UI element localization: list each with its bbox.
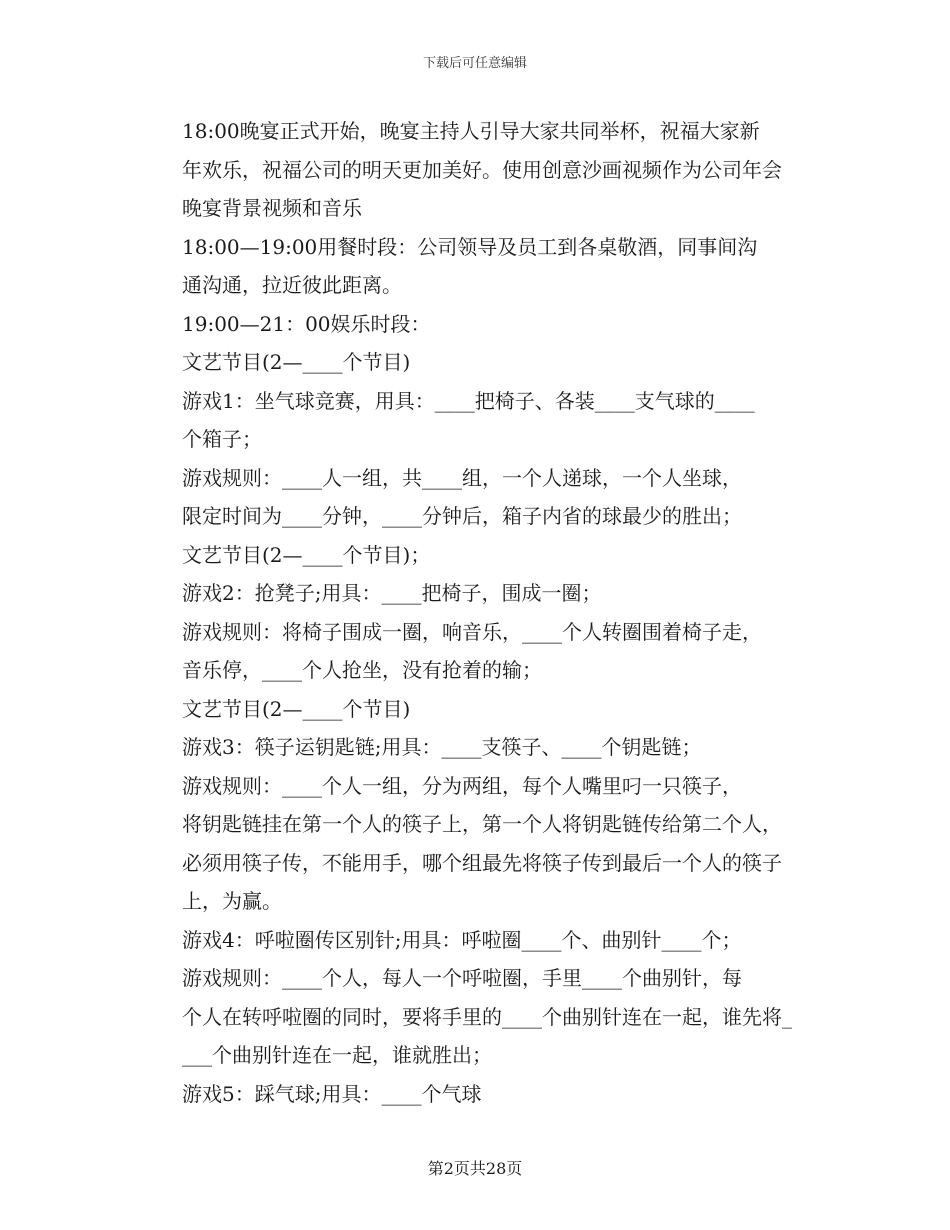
paragraph-game-1 (142, 382, 814, 459)
text-line: 游戏4：呼啦圈传区别针;用具：呼啦圈____个、曲别针____个； (182, 927, 742, 952)
paragraph-game-2 (142, 574, 814, 613)
text-line: 个人在转呼啦圈的同时，要将手里的____个曲别针连在一起，谁先将_ (182, 1004, 792, 1029)
text-line: 必须用筷子传，不能用手，哪个组最先将筷子传到最后一个人的筷子 (182, 850, 782, 875)
text-line: 18:00—19:00用餐时段：公司领导及员工到各桌敬酒，同事间沟 (182, 234, 758, 259)
text-line: 上，为赢。 (182, 889, 282, 913)
text-line: ___个曲别针连在一起，谁就胜出； (182, 1043, 492, 1067)
page-footer: 第2页共28页 (427, 1159, 523, 1178)
text-line: 游戏5：踩气球;用具：____个气球 (182, 1081, 482, 1106)
paragraph-game-2-rules (142, 613, 814, 690)
text-line: 游戏规则：____人一组，共____组，一个人递球，一个人坐球， (182, 465, 742, 490)
text-line: 年欢乐，祝福公司的明天更加美好。使用创意沙画视频作为公司年会 (182, 157, 782, 182)
text-line: 游戏规则：____个人，每人一个呼啦圈，手里____个曲别针，每 (182, 966, 742, 990)
paragraph-game-3 (142, 728, 814, 767)
text-line: 文艺节目(2—____个节目) (182, 350, 411, 374)
paragraph-performance-2 (142, 536, 814, 575)
text-line: 游戏1：坐气球竞赛，用具：____把椅子、各装____支气球的____ (182, 388, 755, 413)
text-line: 将钥匙链挂在第一个人的筷子上，第一个人将钥匙链传给第二个人， (182, 812, 782, 836)
text-line: 游戏规则：____个人一组，分为两组，每个人嘴里叼一只筷子， (182, 773, 742, 798)
text-line: 18:00晚宴正式开始，晚宴主持人引导大家共同举杯，祝福大家新 (182, 119, 760, 143)
text-line: 文艺节目(2—____个节目)； (182, 542, 431, 567)
text-line: 游戏2：抢凳子;用具：____把椅子，围成一圈； (182, 581, 602, 605)
paragraph-entertainment (142, 305, 814, 344)
paragraph-dinner (142, 228, 814, 305)
text-line: 通沟通，拉近彼此距离。 (182, 273, 402, 297)
paragraph-game-1-rules (142, 459, 814, 536)
paragraph-game-4 (142, 921, 814, 960)
text-line: 19:00—21：00娱乐时段： (182, 311, 431, 336)
text-line: 游戏3：筷子运钥匙链;用具：____支筷子、____个钥匙链； (182, 735, 702, 759)
paragraph-game-4-rules (142, 959, 814, 1075)
text-line: 文艺节目(2—____个节目) (182, 696, 411, 721)
text-line: 晚宴背景视频和音乐 (182, 196, 362, 220)
paragraph-game-5 (142, 1075, 814, 1114)
text-line: 音乐停，____个人抢坐，没有抢着的输； (182, 658, 542, 682)
paragraph-opening (142, 112, 814, 228)
document-body (142, 112, 814, 1113)
text-line: 限定时间为____分钟，____分钟后，箱子内省的球最少的胜出； (182, 504, 742, 528)
paragraph-performance-3 (142, 690, 814, 729)
page-header: 下载后可任意编辑 (422, 56, 527, 71)
text-line: 个箱子； (182, 427, 262, 451)
paragraph-performance-1 (142, 343, 814, 382)
paragraph-game-3-rules (142, 767, 814, 921)
text-line: 游戏规则：将椅子围成一圈，响音乐，____个人转圈围着椅子走， (182, 619, 762, 644)
